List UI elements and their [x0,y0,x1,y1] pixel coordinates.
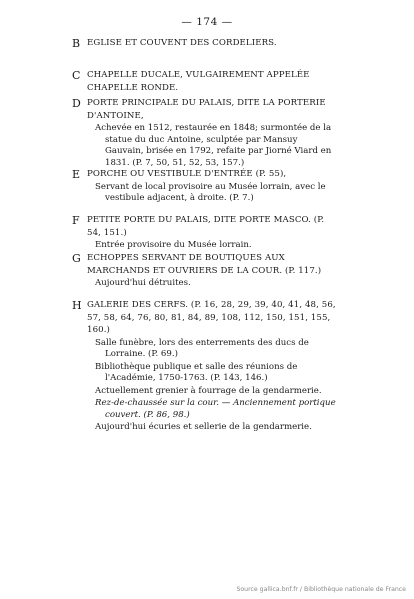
entry-line: Rez-de-chaussée sur la cour. — Anciennement portique couvert. (P. 86, 98.) [95,398,336,420]
entry-line: Servant de local provisoire au Musée lorrain, avec le vestibule adjacent, à droite. (P. 7.) [95,181,326,203]
entry-letter: D [72,97,81,110]
entry-heading: PETITE PORTE DU PALAIS, DITE PORTE MASCO. (P. 54, 151.) [87,215,325,238]
entry-line: Aujourd'hui détruites. [95,278,191,288]
source-note: Source gallica.bnf.fr / Bibliothèque nationale de France [236,586,406,593]
entry-letter: C [72,69,81,82]
entry-g [72,252,337,290]
entry-d [72,97,337,169]
entry-heading: EGLISE ET COUVENT DES CORDELIERS. [87,38,277,48]
entry-h [72,299,337,434]
entry-line: Entrée provisoire du Musée lorrain. [95,240,252,250]
entry-letter: B [72,37,81,50]
entry-line: Actuellement grenier à fourrage de la gendarmerie. [95,385,322,396]
entry-heading: CHAPELLE DUCALE, VULGAIREMENT APPELÉE CHAPELLE RONDE. [87,70,310,93]
entry-letter: G [72,252,81,265]
entry-letter: H [72,299,82,312]
entry-b [72,37,337,50]
entry-e [72,168,337,205]
entry-line: Aujourd'hui écuries et sellerie de la gendarmerie. [95,422,312,432]
entry-letter: F [72,214,80,227]
entry-heading: GALERIE DES CERFS. (P. 16, 28, 29, 39, 40, 41, 48, 56, 57, 58, 64, 76, 80, 81, 84, 89, 108, 112, 150, 151, 155, 160.) [87,300,336,335]
page-number: — 174 — [181,16,233,28]
entry-f [72,214,337,252]
entry-line: Bibliothèque publique et salle des réunions de l'Académie, 1750-1763. (P. 143, 146.) [95,361,298,383]
entry-line: Salle funèbre, lors des enterrements des ducs de Lorraine. (P. 69.) [95,337,309,359]
entry-c [72,69,337,94]
entry-heading: PORCHE OU VESTIBULE D'ENTRÉE (P. 55), [87,169,287,179]
entry-heading: PORTE PRINCIPALE DU PALAIS, DITE LA PORTERIE D'ANTOINE, [87,98,326,121]
entry-line: Achevée en 1512, restaurée en 1848; surmontée de la statue du duc Antoine, sculptée par Mansuy Gauvain, brisée en 1792, refaite par Jiorné Viard en 1831. (P. 7, 50, 51, 52, 53, 157.) [95,123,332,168]
entry-letter: E [72,168,81,181]
entry-heading: ECHOPPES SERVANT DE BOUTIQUES AUX MARCHANDS ET OUVRIERS DE LA COUR. (P. 117.) [87,253,322,276]
